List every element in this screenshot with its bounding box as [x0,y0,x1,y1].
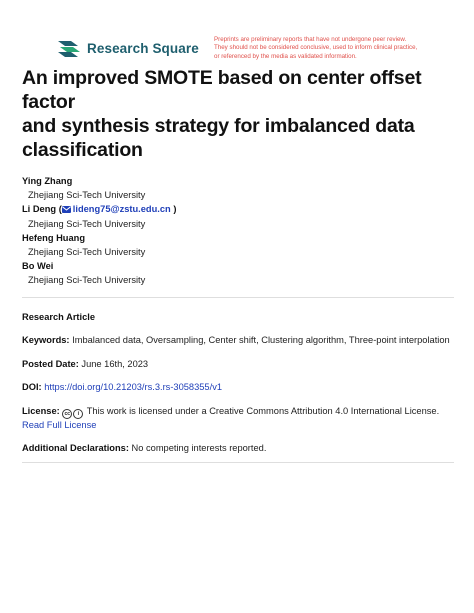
declarations-value: No competing interests reported. [131,443,267,454]
keywords-row [22,334,454,348]
envelope-icon [62,206,71,213]
disclaimer-line: Preprints are preliminary reports that have not undergone peer review. [214,36,407,43]
paren-open: ( [58,204,62,215]
posted-date-label: Posted Date: [22,358,79,369]
license-label: License: [22,405,60,416]
author-email-link[interactable]: lideng75@zstu.edu.cn [72,204,171,215]
read-full-license-link[interactable]: Read Full License [22,419,97,430]
author-name: Ying Zhang [22,176,73,186]
author-name: Li Deng [22,204,57,215]
research-square-logo-icon [56,38,82,58]
author-affiliation: Zhejiang Sci-Tech University [28,275,146,286]
license-row [22,405,454,433]
posted-date-value: June 16th, 2023 [81,358,149,369]
article-type-value: Research Article [22,311,96,322]
doi-label: DOI: [22,382,42,393]
brand-name: Research Square [87,40,199,56]
paper-title [22,66,454,162]
attribution-icon: i [73,409,83,419]
author-list [22,174,454,288]
page-header [56,34,446,64]
declarations-label: Additional Declarations: [22,443,129,454]
license-text: This work is licensed under a Creative Commons Attribution 4.0 International License. [86,405,440,416]
preprint-disclaimer [214,36,439,61]
title-line: and synthesis strategy for imbalanced data [22,115,415,137]
section-divider [22,462,454,463]
doi-link[interactable]: https://doi.org/10.21203/rs.3.rs-3058355/v1 [44,382,223,393]
title-line: An improved SMOTE based on center offset factor [22,67,422,113]
author-name: Bo Wei [22,261,54,272]
author-affiliation: Zhejiang Sci-Tech University [28,190,146,201]
keywords-label: Keywords: [22,335,70,346]
paren-close: ) [173,204,177,215]
research-square-logo[interactable] [56,38,199,58]
author-name: Hefeng Huang [22,232,86,243]
disclaimer-line: or referenced by the media as validated information. [214,52,357,60]
declarations-row [22,442,454,456]
posted-date-row [22,358,454,372]
doi-row [22,381,454,395]
article-type [22,311,454,325]
paper-info [22,66,454,463]
author-entry [22,202,454,216]
author-affiliation: Zhejiang Sci-Tech University [28,218,146,229]
disclaimer-line: They should not be considered conclusive, used to inform clinical practice, [214,44,418,52]
section-divider [22,297,454,298]
author-affiliation: Zhejiang Sci-Tech University [28,247,146,258]
keywords-value: Imbalanced data, Oversampling, Center shift, Clustering algorithm, Three-point interpolation [72,335,450,346]
creative-commons-icon: cc [62,409,72,419]
title-line: classification [22,139,143,161]
